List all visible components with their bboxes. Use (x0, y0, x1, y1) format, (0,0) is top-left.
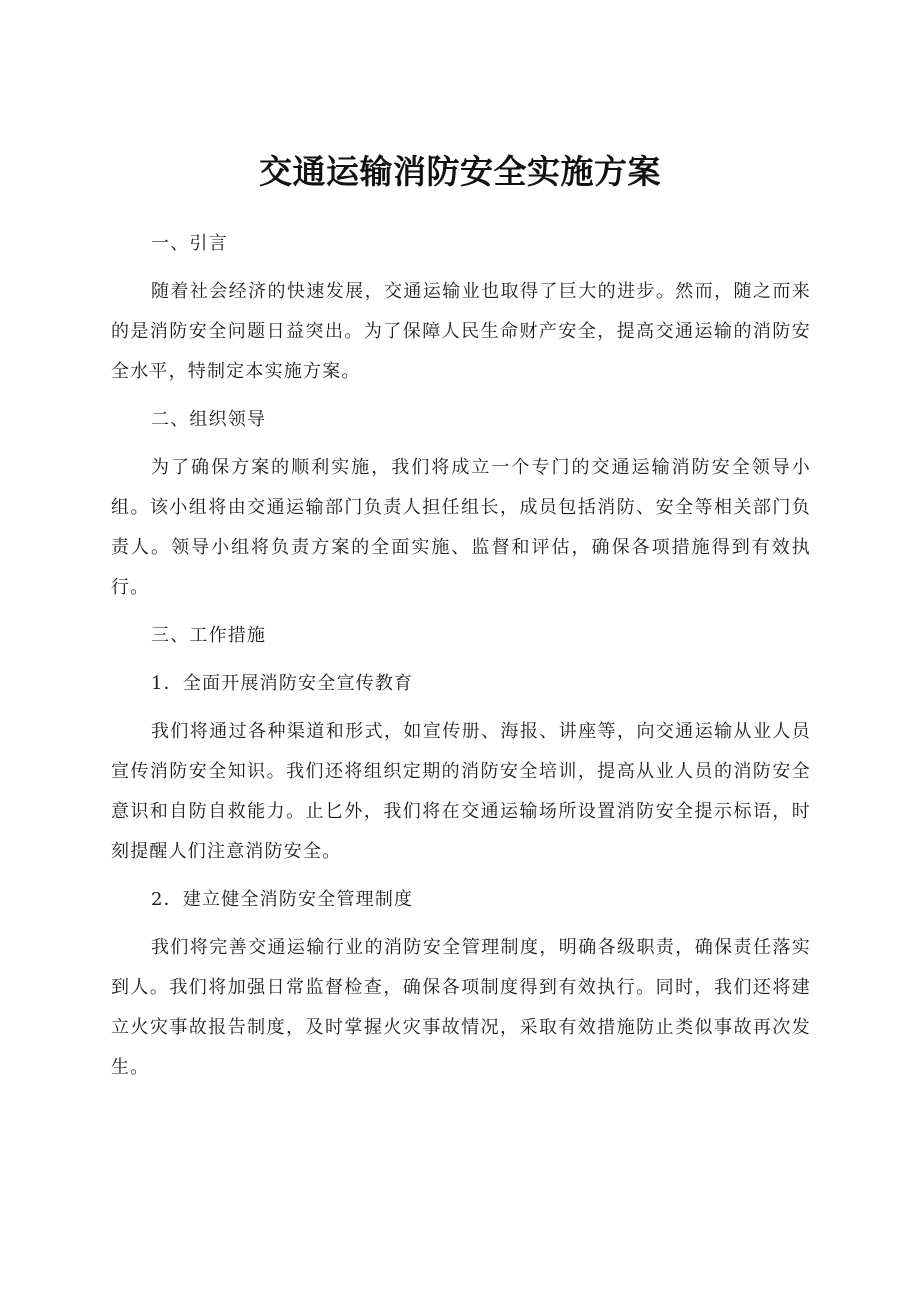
paragraph-management: 我们将完善交通运输行业的消防安全管理制度，明确各级职责，确保责任落实到人。我们将加强日常监督检查，确保各项制度得到有效执行。同时，我们还将建立火灾事故报告制度，及时掌握火灾事故情况，采取有效措施防止类似事故再次发生。 (111, 937, 811, 1078)
section-heading-organization: 二、组织领导 (151, 409, 267, 430)
paragraph-intro: 随着社会经济的快速发展，交通运输业也取得了巨大的进步。然而，随之而来的是消防安全问题日益突出。为了保障人民生命财产安全，提高交通运输的消防安全水平，特制定本实施方案。 (111, 281, 811, 382)
paragraph-organization: 为了确保方案的顺利实施，我们将成立一个专门的交通运输消防安全领导小组。该小组将由交通运输部门负责人担任组长，成员包括消防、安全等相关部门负责人。领导小组将负责方案的全面实施、监督和评估，确保各项措施得到有效执行。 (111, 457, 811, 598)
subsection-heading-education: 1．全面开展消防安全宣传教育 (151, 673, 414, 694)
subsection-heading-management: 2．建立健全消防安全管理制度 (151, 889, 414, 910)
paragraph-education: 我们将通过各种渠道和形式，如宣传册、海报、讲座等，向交通运输从业人员宣传消防安全知识。我们还将组织定期的消防安全培训，提高从业人员的消防安全意识和自防自救能力。止匕外，我们将在交通运输场所设置消防安全提示标语，时刻提醒人们注意消防安全。 (111, 721, 811, 862)
document-title: 交通运输消防安全实施方案 (259, 152, 661, 192)
section-heading-measures: 三、工作措施 (151, 625, 267, 646)
document-body (111, 224, 811, 1096)
section-heading-intro: 一、引言 (151, 233, 228, 254)
